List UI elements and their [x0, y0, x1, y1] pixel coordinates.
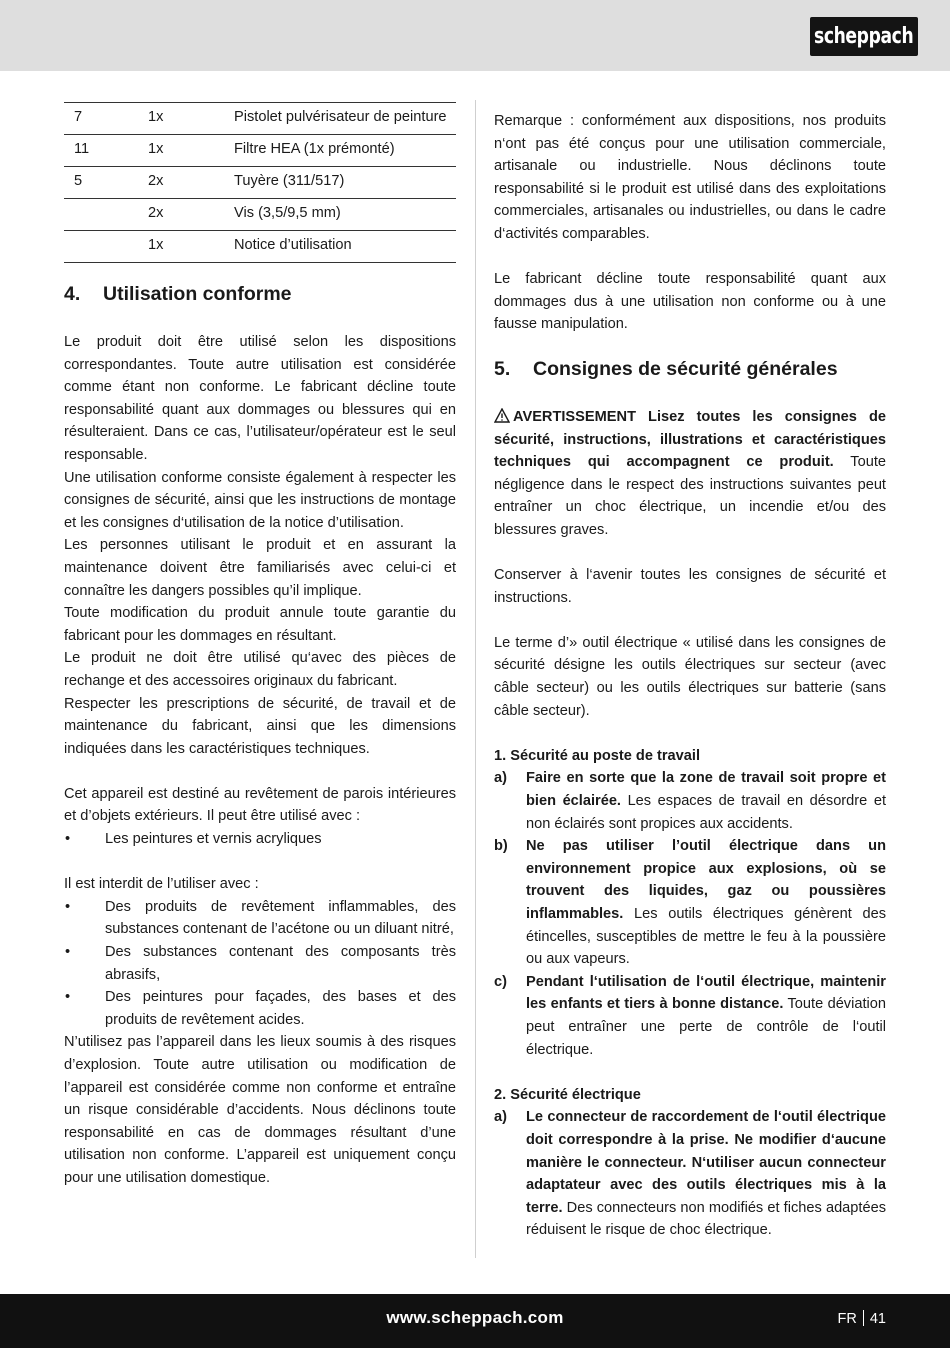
paragraph: Le fabricant décline toute responsabilité quant aux dommages dus à une utilisation non conforme ou à une fausse manipulation.	[494, 271, 886, 333]
item-letter: a)	[494, 770, 507, 787]
list-item: • Des substances contenant des composants très abrasifs,	[64, 941, 456, 986]
subsection-title: 2. Sécurité électrique	[494, 1086, 641, 1103]
item-bold: Pendant l‘utilisation de l‘outil électrique, maintenir les enfants et tiers à bonne distance.	[526, 973, 886, 1013]
warning-triangle-icon	[494, 408, 510, 423]
item-text: Toute déviation peut entraîner une perte de contrôle de l‘outil électrique.	[526, 996, 886, 1058]
item-bold: Ne pas utiliser l’outil électrique dans un environnement propice aux explosions, où se trouvent des liquides, gaz ou poussières inflammables.	[526, 838, 886, 922]
item-letter: b)	[494, 838, 508, 855]
section-4-heading	[64, 281, 456, 307]
header-band	[0, 0, 950, 71]
table-row	[64, 231, 456, 263]
paragraph: Cet appareil est destiné au revêtement de parois intérieures et d’objets extérieurs. Il peut être utilisé avec :	[64, 785, 456, 825]
section-title: Consignes de sécurité générales	[533, 357, 838, 380]
part-quantity: 1x	[148, 141, 164, 157]
part-quantity: 1x	[148, 109, 164, 125]
item-text: Les outils électriques génèrent des étincelles, susceptibles de mettre le feu à la poussière ou aux vapeurs.	[526, 906, 886, 968]
table-row	[64, 167, 456, 199]
part-description: Vis (3,5/9,5 mm)	[234, 205, 341, 221]
page-indicator	[838, 1310, 886, 1327]
paragraph: Respecter les prescriptions de sécurité, de travail et de maintenance du fabricant, ainsi que les dimensions indiquées dans les caractéristiques techniques.	[64, 695, 456, 757]
part-description: Notice d’utilisation	[234, 237, 352, 253]
item-bold: Faire en sorte que la zone de travail soit propre et bien éclairée.	[526, 770, 886, 810]
section-title: Utilisation conforme	[103, 283, 292, 305]
part-position: 7	[74, 109, 83, 125]
page-number: 41	[869, 1311, 886, 1327]
warning-bold-text: AVERTISSEMENT Lisez toutes les consignes de sécurité, instructions, illustrations et caractéristiques techniques qui accompagnent ce produit.	[494, 408, 886, 471]
list-item: • Les peintures et vernis acryliques	[64, 828, 456, 851]
language-code: FR	[837, 1311, 857, 1327]
parts-table	[64, 102, 456, 263]
right-column	[494, 110, 886, 1242]
footer-url: www.scheppach.com	[386, 1308, 564, 1327]
part-position	[64, 204, 148, 223]
column-divider	[475, 100, 476, 1258]
section-5-heading	[494, 356, 886, 382]
paragraph: Une utilisation conforme consiste également à respecter les consignes de sécurité, ainsi que les instructions de montage et les consignes d‘utilisation de la notice d’utilisation.	[64, 469, 456, 531]
part-position	[64, 236, 148, 255]
paragraph: Le produit doit être utilisé selon les dispositions correspondantes. Toute autre utilisation est considérée comme étant non conforme. Le fabricant décline toute responsabilité quant aux dommages ou blessures qui en résulteraient. Dans ce cas, l’utilisateur/opérateur est le seul responsable.	[64, 334, 456, 463]
brand-logo: scheppach	[810, 17, 918, 56]
part-quantity: 2x	[148, 205, 164, 221]
item-letter: c)	[494, 973, 507, 990]
part-position: 11	[74, 141, 90, 157]
workplace-safety-list	[494, 767, 886, 1061]
list-item	[494, 1106, 886, 1242]
part-quantity: 2x	[148, 173, 164, 189]
list-item	[494, 971, 886, 1061]
allowed-list	[64, 828, 456, 851]
list-item	[494, 835, 886, 971]
footer	[0, 1294, 950, 1348]
part-position: 5	[74, 173, 83, 189]
subsection-title: 1. Sécurité au poste de travail	[494, 747, 701, 764]
forbidden-list	[64, 896, 456, 1032]
list-item: • Des produits de revêtement inflammables, des substances contenant de l’acétone ou un diluant nitré,	[64, 896, 456, 941]
item-text: Les espaces de travail en désordre et non éclairés sont propices aux accidents.	[526, 793, 886, 832]
paragraph: Il est interdit de l’utiliser avec :	[64, 876, 259, 893]
paragraph: Remarque : conformément aux dispositions, nos produits n‘ont pas été conçus pour une utilisation commerciale, artisanale ou industrielle. Nous déclinons toute responsabilité si le produit est utilisé dans des exploitations commerciales, artisanales ou industrielles, ou dans le cadre d‘activités comparables.	[494, 113, 886, 242]
warning-text: Toute négligence dans le respect des instructions suivantes peut entraîner un choc électrique, un incendie et/ou des blessures graves.	[494, 454, 886, 538]
item-text: Des connecteurs non modifiés et fiches adaptées réduisent le risque de choc électrique.	[526, 1199, 886, 1239]
table-row	[64, 199, 456, 231]
part-quantity: 1x	[148, 237, 164, 253]
paragraph: Le produit ne doit être utilisé qu‘avec des pièces de rechange et des accessoires originaux du fabricant.	[64, 650, 456, 689]
list-item	[494, 767, 886, 835]
left-column	[64, 102, 456, 1190]
list-item: • Des peintures pour façades, des bases et des produits de revêtement acides.	[64, 986, 456, 1031]
section-number: 4.	[64, 283, 81, 305]
part-description: Tuyère (311/517)	[234, 173, 345, 189]
paragraph: Les personnes utilisant le produit et en assurant la maintenance doivent être familiarisés avec celui-ci et connaître les dangers possibles qu’il implique.	[64, 537, 456, 599]
table-row	[64, 103, 456, 135]
table-row	[64, 135, 456, 167]
part-description: Filtre HEA (1x prémonté)	[234, 141, 395, 157]
item-letter: a)	[494, 1109, 507, 1126]
part-description: Pistolet pulvérisateur de peinture	[234, 109, 447, 125]
paragraph: N’utilisez pas l’appareil dans les lieux soumis à des risques d’explosion. Toute autre utilisation ou modification de l’appareil est considérée comme non conforme et entraîne un risque considérable d’accidents. Nous déclinons toute responsabilité en cas de dommages résultant d’une utilisation non conforme. L’appareil est uniquement conçu pour une utilisation domestique.	[64, 1034, 456, 1186]
paragraph: Le terme d’» outil électrique « utilisé dans les consignes de sécurité désigne les outils électriques sur secteur (avec câble secteur) ou les outils électriques sur batterie (sans câble secteur).	[494, 634, 886, 719]
paragraph: Toute modification du produit annule toute garantie du fabricant pour les dommages en résultant.	[64, 605, 456, 644]
paragraph: Conserver à l‘avenir toutes les consignes de sécurité et instructions.	[494, 567, 886, 606]
item-bold: Le connecteur de raccordement de l‘outil électrique doit correspondre à la prise. Ne modifier d‘aucune manière le connecteur. N‘utiliser aucun connecteur adaptateur avec des outils électriques mis à la terre.	[526, 1109, 886, 1216]
electrical-safety-list	[494, 1106, 886, 1242]
warning-paragraph	[494, 406, 886, 542]
section-number: 5.	[494, 357, 511, 380]
